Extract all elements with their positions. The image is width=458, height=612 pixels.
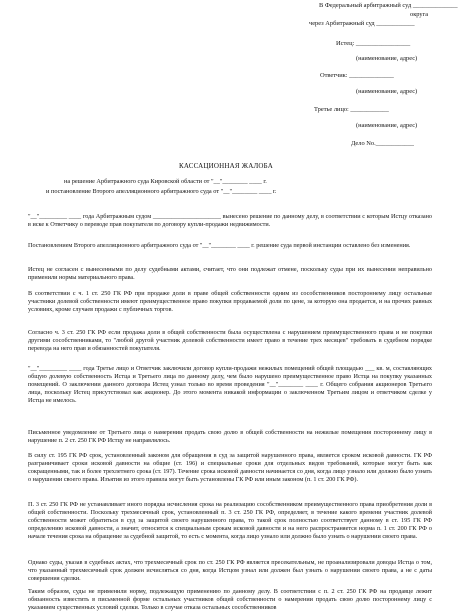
case-number: Дело No.____________ [351, 140, 415, 147]
paragraph-5: Согласно ч. 3 ст. 250 ГК РФ если продажа доли в общей собственности была осуществлена с нарушением преимущественного права и не покупки другими сособственниками, то "любой другой участник долевой собственности имеет право в течение трех месяцев" требовать в судебном порядке перевода на него прав и обязанностей покупателя. [28, 329, 432, 352]
via-court-line: через Арбитражный суд ____________ [309, 20, 415, 27]
court-district: округа [410, 11, 429, 18]
paragraph-1: "__"_________ ____ года Арбитражным судом ______________________ вынесено решение по данному делу, в соответствии с которым Истцу отказано в иске к Ответчику о переводе прав покупателя по договору купли-продажи недвижимости. [28, 213, 432, 228]
third-party-hint: (наименование, адрес) [356, 122, 418, 129]
paragraph-3: Истец не согласен с вынесенными по делу судебными актами, считает, что они подлежат отмене, поскольку суды при их вынесении неправильно применили нормы материального права. [28, 266, 432, 281]
paragraph-2: Постановлением Второго апелляционного арбитражного суда от "__"________ ____ г. решение суда первой инстанции оставлено без изменения. [28, 242, 411, 249]
paragraph-7: Письменное уведомление от Третьего лица о намерении продать свою долю в общей собственности на нежилые помещения постороннему лицу в нарушение п. 2 ст. 250 ГК РФ Истцу не направлялось. [28, 429, 432, 444]
paragraph-9: П. 3 ст. 250 ГК РФ не устанавливает иного порядка исчисления срока на реализацию сособственником преимущественного права приобретения доли в общей собственности. Поскольку трехмесячный срок, установленный п. 3 ст. 250 ГК РФ, определяет, в течение какого времени участник долевой собственности может обратиться в суд за защитой своего нарушенного права, то такой срок полностью соответствует данному в ст. 195 ГК РФ определению исковой давности, а значит, относится к специальным срокам исковой давности и на него распространяется норма п. 1 ст. 200 ГК РФ о начале течения срока на обращение за судебной защитой, то есть с момента, когда лицо узнало или должно было узнать о нарушении своего права. [28, 501, 432, 540]
document-title: КАССАЦИОННАЯ ЖАЛОБА [178, 162, 274, 170]
third-party-field: Третье лицо: ____________ [314, 106, 389, 113]
subtitle-resolution: и постановление Второго апелляционного арбитражного суда от "__"________ ____ г. [46, 188, 277, 195]
paragraph-4: В соответствии с ч. 1 ст. 250 ГК РФ при продаже доли в праве общей собственности одним из сособственников постороннему лицу остальные участники долевой собственности имеют преимущественное право покупки продаваемой доли по цене, за которую она продается, и на прочих равных условиях, кроме случаев продажи с публичных торгов. [28, 290, 432, 313]
plaintiff-hint: (наименование, адрес) [356, 55, 418, 62]
paragraph-8: В силу ст. 195 ГК РФ срок, установленный законом для обращения в суд за защитой нарушенного права, является сроком исковой давности. ГК РФ разграничивает сроки исковой давности на общие (ст. 196) и специальные сроки для отдельных видов требований, которые могут быть как сокращенными, так и более трехлетнего срока (ст. 197). Течение срока исковой давности начинается со дня, когда лицо узнало или должно было узнать о нарушении своего права. Изъятия из этого правила могут быть установлены ГК РФ или иным законом (п. 1 ст. 200 ГК РФ). [28, 452, 432, 483]
court-line: В Федеральный арбитражный суд ______________ [319, 2, 458, 9]
paragraph-10: Однако суды, указав в судебных актах, что трехмесячный срок по ст. 250 ГК РФ является пресекательным, не проанализировали доводы Истца о том, что указанный трехмесячный срок должен исчисляться со дня, когда Истцом узнал или должен был узнать о нарушении своего права, а не с даты совершения сделки. [28, 559, 432, 582]
subtitle-decision: на решение Арбитражного суда Кировской области от "__"________ ____ г. [64, 178, 267, 185]
paragraph-6: "__"_________ ____ года Третье лицо и Ответчик заключили договор купли-продажи нежилых помещений общей площадью ___ кв. м, составляющих общую долевую собственность Истца и Третьего лица по данному делу, чем было нарушено преимущественное право Истца на покупку указанных помещений. О заключении данного договора Истец узнал только во время проведения "__"________ ____ г. Общего собрания акционеров Третьего лица, поскольку Истец присутствовал как акционер. До этого момента никакой информации о заключенном Третьим лицом и ответчиком сделке у Истца не имелось. [28, 365, 432, 404]
defendant-hint: (наименование, адрес) [356, 88, 418, 95]
plaintiff-field: Истец: _________________ [336, 40, 411, 47]
paragraph-11: Таким образом, суды не применили норму, подлежащую применению по данному делу. В соответствии с п. 2 ст. 250 ГК РФ на продавце лежит обязанность известить в письменной форме остальных участников общей собственности о намерении продать свою долю постороннему лицу с указанием существенных условий сделки. Только в случае отказа остальных сособственников [28, 588, 432, 611]
defendant-field: Ответчик: ______________ [320, 72, 394, 79]
